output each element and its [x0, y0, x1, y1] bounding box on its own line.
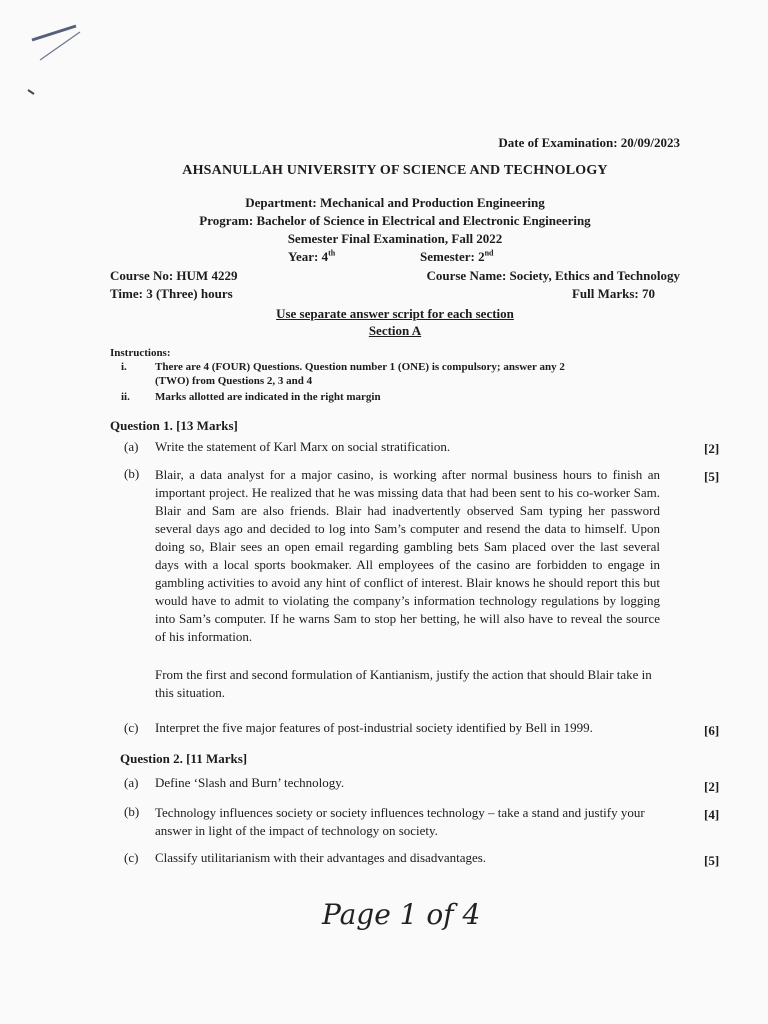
exam-date: Date of Examination: 20/09/2023: [498, 135, 680, 150]
pen-scribble-mark: [18, 14, 88, 104]
semester-label: Semester: 2: [420, 249, 485, 264]
q2a-text: Define ‘Slash and Burn’ technology.: [155, 775, 345, 790]
q2c-marks: [5]: [704, 853, 720, 868]
q2b-label: (b): [124, 804, 140, 819]
question-2-heading: Question 2. [11 Marks]: [120, 751, 248, 766]
instruction-1-line1: There are 4 (FOUR) Questions. Question number 1 (ONE) is compulsory; answer any 2: [155, 361, 565, 373]
semester-sup: nd: [484, 248, 494, 258]
q2c-text: Classify utilitarianism with their advantages and disadvantages.: [155, 850, 487, 865]
department-line: Department: Mechanical and Production Engineering: [245, 195, 545, 210]
year-line: [288, 249, 335, 265]
separate-script-note: Use separate answer script for each section: [276, 306, 514, 321]
q2a-label: (a): [124, 775, 139, 790]
q1a-marks: [2]: [704, 441, 720, 456]
exam-time: Time: 3 (Three) hours: [110, 286, 233, 301]
course-no: Course No: HUM 4229: [110, 268, 238, 283]
instruction-1-line2: (TWO) from Questions 2, 3 and 4: [155, 375, 313, 387]
semester-line: [420, 249, 494, 265]
q1b-label: (b): [124, 466, 140, 481]
program-line: Program: Bachelor of Science in Electrical and Electronic Engineering: [199, 213, 591, 228]
q1c-marks: [6]: [704, 723, 720, 738]
year-sup: th: [328, 248, 336, 258]
course-name: Course Name: Society, Ethics and Technology: [426, 268, 680, 283]
instruction-1-num: i.: [121, 361, 127, 373]
instructions-heading: Instructions:: [110, 347, 171, 359]
full-marks: Full Marks: 70: [571, 286, 655, 301]
q2b-marks: [4]: [704, 807, 720, 822]
year-label: Year: 4: [288, 249, 329, 264]
q1b-text: Blair, a data analyst for a major casino, is working after normal business hours to finish an important project. He realized that he was missing data that had been sent to his co-worker Sam. Blair and Sam are also friends. Blair had inadvertently observed Sam typing her password several days ago and decided to log into Sam’s computer and resend the data to himself. Upon doing so, Blair sees an open email regarding gambling bets Sam placed over the last several days with a local sports bookmaker. All employees of the casino are forbidden to engage in gambling activities to avoid any hint of conflict of interest. Blair knows he should report this but would have to admit to violating the company’s information technology regulations by logging into Sam’s computer. If he warns Sam to stop her betting, he will also have to reveal the source of his information.: [155, 467, 660, 644]
page-number-handwritten: Page 1 of 4: [322, 898, 481, 931]
question-1-heading: Question 1. [13 Marks]: [110, 418, 238, 433]
q2b-text: Technology influences society or society influences technology – take a stand and justify your answer in light of the impact of technology on society.: [155, 805, 645, 838]
q2c-label: (c): [124, 850, 139, 865]
q1b-text-2: From the first and second formulation of Kantianism, justify the action that should Blair take in this situation.: [155, 667, 652, 700]
instruction-2-line1: Marks allotted are indicated in the right margin: [155, 391, 381, 403]
university-name: AHSANULLAH UNIVERSITY OF SCIENCE AND TECHNOLOGY: [182, 163, 608, 178]
q1c-text: Interpret the five major features of post-industrial society identified by Bell in 1999.: [155, 720, 593, 735]
instruction-2-num: ii.: [121, 391, 130, 403]
q1a-label: (a): [124, 439, 139, 454]
q1c-label: (c): [124, 720, 139, 735]
q1b-marks: [5]: [704, 469, 720, 484]
exam-title: Semester Final Examination, Fall 2022: [287, 231, 503, 246]
q2a-marks: [2]: [704, 779, 720, 794]
q1a-text: Write the statement of Karl Marx on social stratification.: [155, 439, 451, 454]
section-title: Section A: [368, 323, 422, 338]
